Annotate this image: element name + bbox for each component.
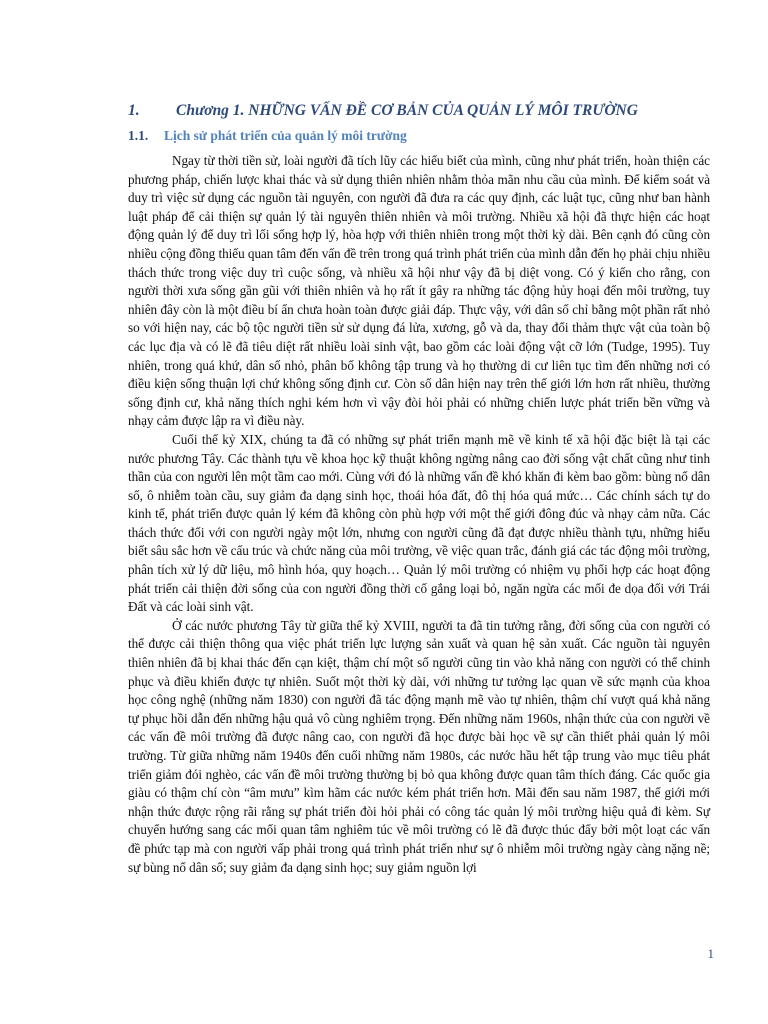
section-title: Lịch sử phát triển của quản lý môi trường (164, 128, 407, 143)
chapter-title: Chương 1. NHỮNG VẤN ĐỀ CƠ BẢN CỦA QUẢN LÝ MÔI TRƯỜNG (176, 102, 638, 119)
body-text (128, 152, 710, 877)
chapter-number: 1. (128, 102, 140, 119)
paragraph-1: Ngay từ thời tiền sử, loài người đã tích lũy các hiểu biết của mình, cũng như phát triển, hoàn thiện các phương pháp, chiến lược khai thác và sử dụng thiên nhiên nhằm thỏa mãn nhu cầu của mình. Để kiểm soát và duy trì việc sử dụng các nguồn tài nguyên, con người đã đưa ra các quy định, các luật tục, cũng như ban hành luật pháp để cải thiện sự quản lý tài nguyên thiên nhiên và môi trường. Nhiều xã hội đã thực hiện các hoạt động quản lý để duy trì lối sống hợp lý, hòa hợp với thiên nhiên trong một thời kỳ dài. Bên cạnh đó cũng còn nhiều cộng đồng thiếu quan tâm đến vấn đề trên trong quá trình phát triển của mình dẫn đến họ phải chịu nhiều thách thức trong việc duy trì cuộc sống, và nhiều xã hội như vậy đã bị diệt vong. Có ý kiến cho rằng, con người thời xưa sống gần gũi với thiên nhiên và họ rất ít gây ra những tác động hủy hoại đến môi trường, tuy nhiên đây còn là một điều bí ẩn chưa hoàn toàn được giải đáp. Thực vậy, với dân số chỉ bằng một phần rất nhỏ so với hiện nay, các bộ tộc người tiền sử sử dụng đá lửa, xương, gỗ và da, thay đổi thảm thực vật của toàn bộ các lục địa và có lẽ đã tiêu diệt rất nhiều loài sinh vật, bao gồm các loài động vật cỡ lớn (Tudge, 1995). Tuy nhiên, trong quá khứ, dân số nhỏ, phân bố không tập trung và họ thường di cư liên tục tìm đến những nơi có điều kiện sống thuận lợi chứ không sống định cư. Còn số dân hiện nay trên thế giới lớn hơn rất nhiều, thường sống định cư, khả năng thích nghi kém hơn vì vậy đòi hỏi phải có những chiến lược phát triển bền vững và nhạy cảm được lập ra vì điều này. (128, 153, 710, 429)
paragraph-3: Ở các nước phương Tây từ giữa thế kỷ XVIII, người ta đã tin tưởng rằng, đời sống của con người có thể được cải thiện thông qua việc phát triển lực lượng sản xuất và quan hệ sản xuất. Các nguồn tài nguyên thiên nhiên đã bị khai thác đến cạn kiệt, thậm chí một số người cũng tin vào khả năng con người có thể chinh phục và điều khiển được tự nhiên. Suốt một thời kỳ dài, với những tư tưởng lạc quan về sức mạnh của khoa học công nghệ (những năm 1830) con người đã tác động mạnh mẽ vào tự nhiên, thậm chí vượt quá khả năng tự phục hồi dẫn đến những hậu quả vô cùng nghiêm trọng. Đến những năm 1960s, nhận thức của con người về các vấn đề môi trường đã được nâng cao, con người đã học được bài học về sự cần thiết phải quản lý môi trường. Từ giữa những năm 1940s đến cuối những năm 1980s, các nước hầu hết tập trung vào mục tiêu phát triển giảm đói nghèo, các vấn đề môi trường thường bị bỏ qua không được quan tâm thích đáng. Các quốc gia giàu có thậm chí còn “âm mưu” kìm hãm các nước kém phát triển hơn. Mãi đến sau năm 1987, thế giới mới nhận thức được rộng rãi rằng sự phát triển đòi hỏi phải có công tác quản lý môi trường hiệu quả đi kèm. Sự chuyển hướng sang các mối quan tâm nghiêm túc về môi trường có lẽ đã được thúc đẩy bởi một loạt các vấn đề phức tạp mà con người vấp phải trong quá trình phát triển như sự ô nhiễm môi trường ngày càng nặng nề; sự bùng nổ dân số; suy giảm đa dạng sinh học; suy giảm nguồn lợi (128, 617, 710, 875)
section-heading (128, 128, 708, 144)
paragraph-2: Cuối thế kỷ XIX, chúng ta đã có những sự phát triển mạnh mẽ về kinh tế xã hội đặc biệt là tại các nước phương Tây. Các thành tựu về khoa học kỹ thuật không ngừng nâng cao đời sống vật chất cũng như tinh thần của con người lên một tầm cao mới. Cùng với đó là những vấn đề khó khăn đi kèm bao gồm: bùng nổ dân số, ô nhiễm toàn cầu, suy giảm đa dạng sinh học, thoái hóa đất, đô thị hóa quá mức… Các chính sách tự do kinh tế, phát triển được quản lý kém đã không còn phù hợp với một thế giới đông đúc và nhạy cảm nữa. Các thách thức đối với con người ngày một lớn, nhưng con người cũng đã đạt được nhiều thành tựu, những hiểu biết sâu sắc hơn về cấu trúc và chức năng của môi trường, về việc quan trắc, đánh giá các tác động môi trường, phân tích xử lý dữ liệu, mô hình hóa, quy hoạch… Quản lý môi trường có nhiệm vụ phối hợp các hoạt động phát triển cải thiện đời sống của con người đồng thời cố gắng loại bỏ, ngăn ngừa các mối đe dọa đối với Trái Đất và các loài sinh vật. (128, 431, 710, 615)
section-number: 1.1. (128, 128, 149, 143)
page-number: 1 (707, 946, 714, 961)
chapter-heading (128, 102, 708, 120)
